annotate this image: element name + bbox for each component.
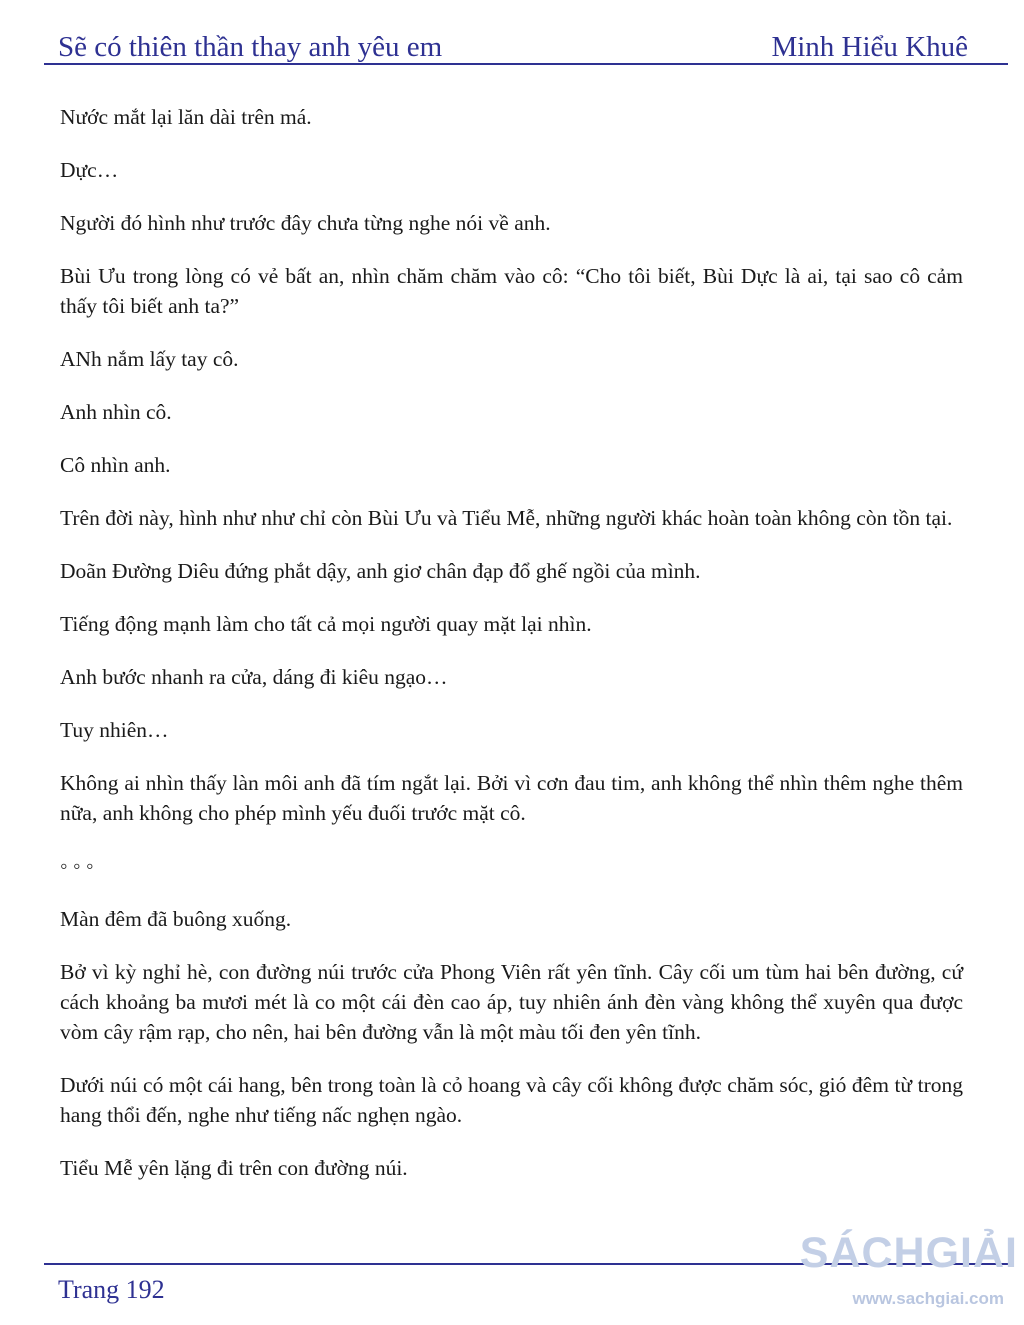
watermark-name: SÁCHGIẢI — [799, 1229, 1018, 1277]
paragraph: Dực… — [60, 158, 119, 182]
paragraph: Dưới núi có một cái hang, bên trong toàn là cỏ hoang và cây cối không được chăm sóc, gió đêm từ trong hang thổi đến, nghe như tiếng nấc nghẹn ngào. — [60, 1073, 963, 1127]
paragraph: Bùi Ưu trong lòng có vẻ bất an, nhìn chăm chăm vào cô: “Cho tôi biết, Bùi Dực là ai, tại sao cô cảm thấy tôi biết anh ta?” — [60, 264, 963, 318]
paragraph: Màn đêm đã buông xuống. — [60, 907, 292, 931]
paragraph: Tiếng động mạnh làm cho tất cả mọi người quay mặt lại nhìn. — [60, 612, 592, 636]
page-number: Trang 192 — [58, 1275, 165, 1304]
page-body — [60, 102, 963, 1206]
header-divider — [44, 63, 1008, 65]
paragraph: Anh bước nhanh ra cửa, dáng đi kiêu ngạo… — [60, 665, 448, 689]
paragraph: Không ai nhìn thấy làn môi anh đã tím ngắt lại. Bởi vì cơn đau tim, anh không thể nhìn thêm nghe thêm nữa, anh không cho phép mình yếu đuối trước mặt cô. — [60, 771, 963, 825]
section-break: ◦ ◦ ◦ — [60, 854, 94, 878]
watermark-logo — [799, 1222, 1018, 1318]
paragraph: Cô nhìn anh. — [60, 453, 171, 477]
paragraph: Bở vì kỳ nghỉ hè, con đường núi trước cửa Phong Viên rất yên tĩnh. Cây cối um tùm hai bên đường, cứ cách khoảng ba mươi mét là co một cái đèn cao áp, tuy nhiên ánh đèn vàng không thể xuyên qua được vòm cây rậm rạp, cho nên, hai bên đường vẫn là một màu tối đen yên tĩnh. — [60, 960, 963, 1044]
author-name: Minh Hiểu Khuê — [771, 31, 968, 63]
watermark-url: www.sachgiai.com — [852, 1289, 1004, 1308]
paragraph: Trên đời này, hình như như chỉ còn Bùi Ưu và Tiểu Mễ, những người khác hoàn toàn không còn tồn tại. — [60, 506, 953, 530]
paragraph: Nước mắt lại lăn dài trên má. — [60, 105, 312, 129]
paragraph: Anh nhìn cô. — [60, 400, 172, 424]
paragraph: Doãn Đường Diêu đứng phắt dậy, anh giơ chân đạp đổ ghế ngồi của mình. — [60, 559, 701, 583]
paragraph: Tiểu Mễ yên lặng đi trên con đường núi. — [60, 1156, 408, 1180]
paragraph: ANh nắm lấy tay cô. — [60, 347, 239, 371]
book-title: Sẽ có thiên thần thay anh yêu em — [58, 31, 443, 63]
page-header — [58, 24, 968, 64]
paragraph: Tuy nhiên… — [60, 718, 169, 742]
paragraph: Người đó hình như trước đây chưa từng nghe nói về anh. — [60, 211, 551, 235]
